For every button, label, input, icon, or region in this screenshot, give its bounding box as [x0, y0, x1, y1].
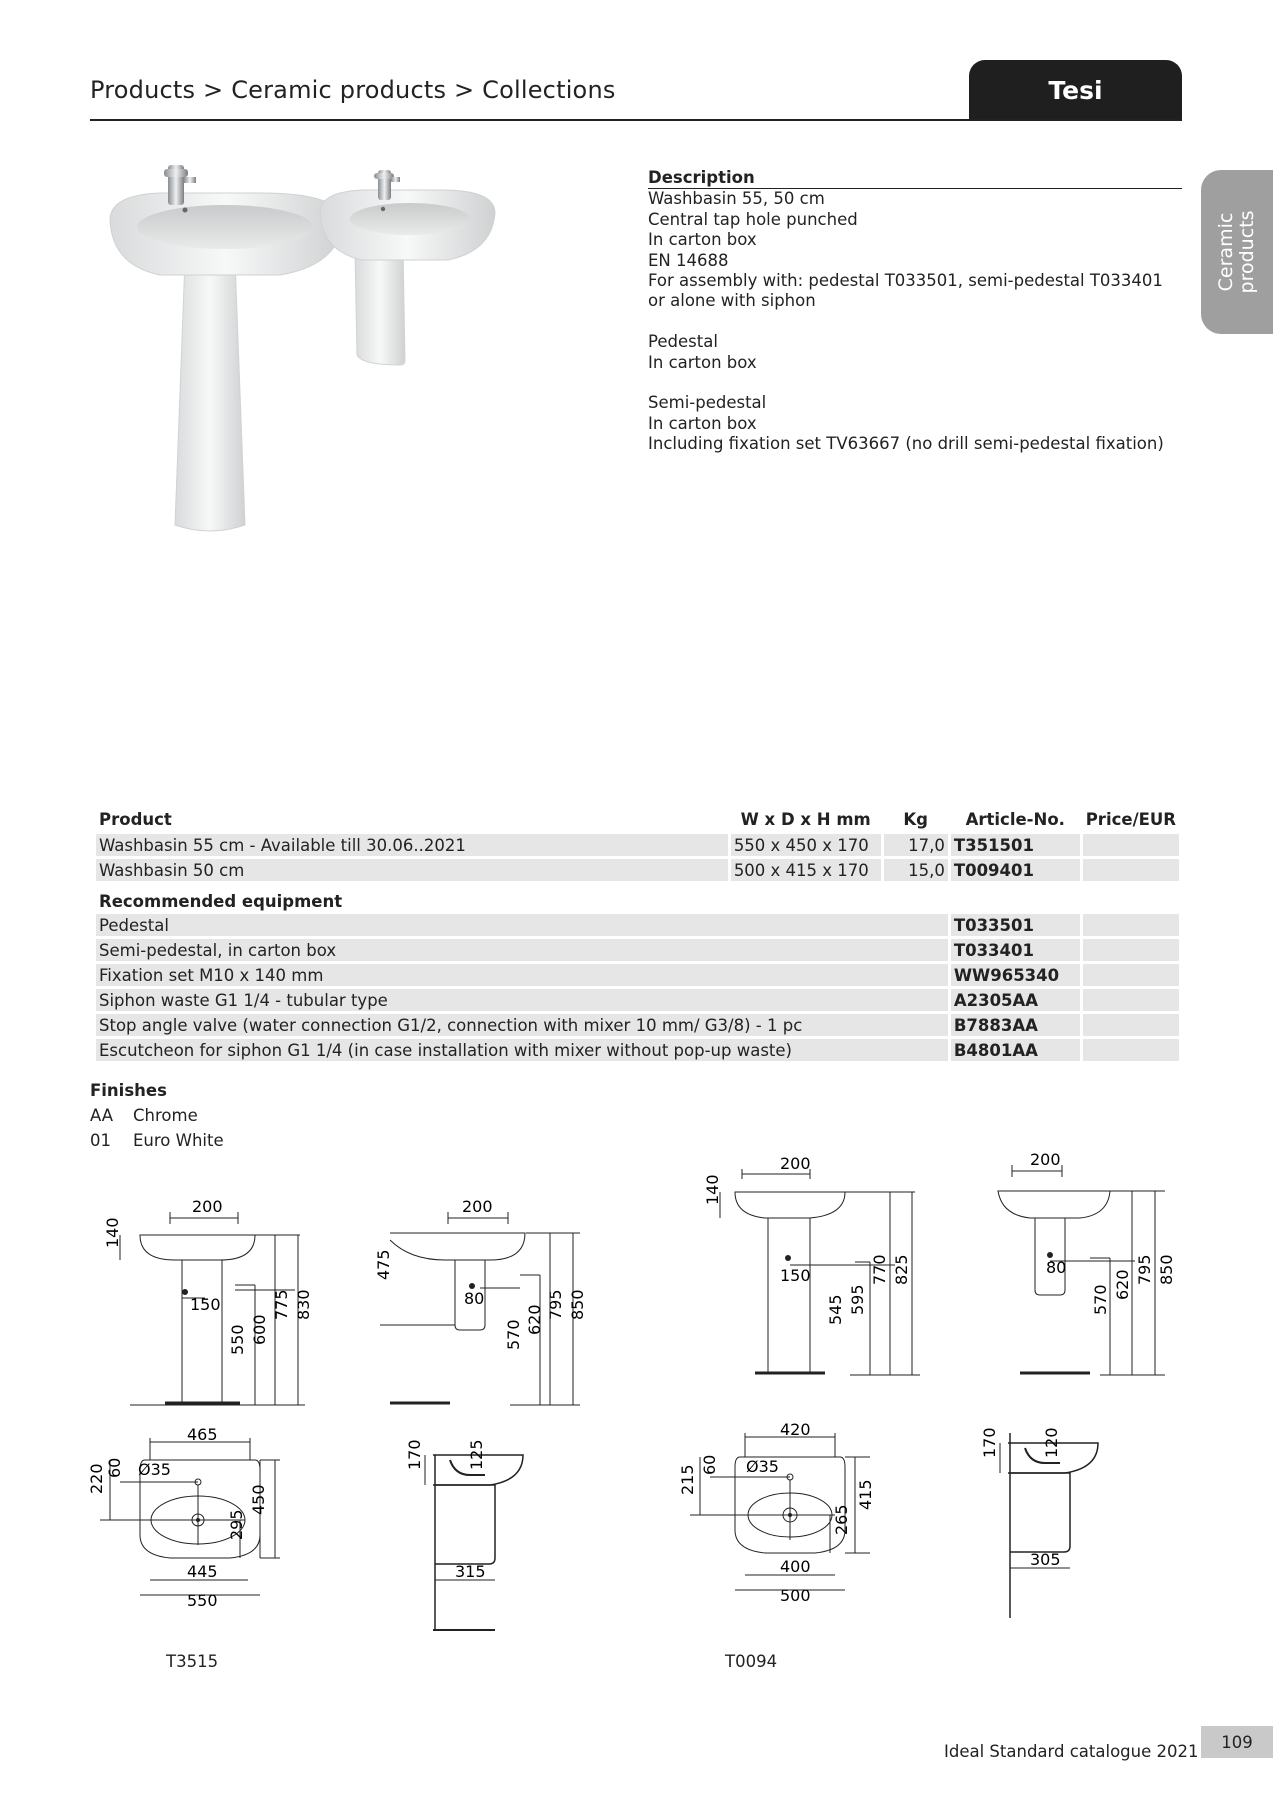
dim-h2: 620 — [525, 1304, 544, 1335]
table-row — [96, 1039, 1179, 1061]
equipment-name: Pedestal — [96, 914, 948, 936]
product-article: T351501 — [951, 834, 1080, 856]
equipment-article: B7883AA — [951, 1014, 1080, 1036]
table-row — [96, 939, 1179, 961]
dim-h2: 595 — [848, 1284, 867, 1315]
washbasin-description — [648, 189, 1182, 311]
dim-width: 200 — [192, 1197, 223, 1216]
desc-line: Including fixation set TV63667 (no drill semi-pedestal fixation) — [648, 434, 1164, 454]
table-row — [96, 859, 1179, 881]
dim-h4: 850 — [1157, 1254, 1176, 1285]
dim-top: 465 — [187, 1425, 218, 1444]
product-photo — [100, 165, 580, 545]
dim-depth: 140 — [103, 1217, 122, 1248]
dim-h1: 545 — [826, 1294, 845, 1325]
model-code-t3515: T3515 — [166, 1652, 219, 1671]
finish-code: AA — [90, 1106, 114, 1125]
description-title: Description — [648, 168, 1182, 189]
dim-d3: 295 — [227, 1509, 246, 1540]
dim-h4: 825 — [892, 1254, 911, 1285]
dim-width: 200 — [1030, 1150, 1061, 1169]
side-tab-label-line1: Ceramic — [1215, 212, 1237, 292]
header-divider — [90, 119, 1182, 121]
finish-item — [90, 1103, 224, 1128]
dim-total: 550 — [187, 1591, 218, 1610]
equipment-price — [1083, 939, 1179, 961]
dim-h3: 795 — [546, 1289, 565, 1320]
drawing-t0094-side — [980, 1428, 1130, 1628]
side-tab-label-line2: products — [1236, 210, 1258, 294]
finish-item — [90, 1128, 224, 1153]
dim-width: 200 — [462, 1197, 493, 1216]
product-dims: 550 x 450 x 170 — [731, 834, 881, 856]
dim-height: 170 — [405, 1439, 424, 1470]
dim-h4: 850 — [568, 1289, 587, 1320]
drawing-t3515-plan — [87, 1425, 310, 1615]
col-dims: W x D x H mm — [740, 809, 871, 829]
desc-line: In carton box — [648, 230, 757, 250]
table-row — [96, 914, 1179, 936]
product-dims: 500 x 415 x 170 — [731, 859, 881, 881]
table-row — [96, 1014, 1179, 1036]
product-kg: 15,0 — [884, 859, 948, 881]
dim-offset: 150 — [190, 1295, 221, 1314]
drawing-t3515-pedestal — [100, 1197, 330, 1415]
dim-height: 170 — [980, 1427, 999, 1458]
col-price: Price/EUR — [1085, 809, 1176, 829]
drawing-t0094-plan — [678, 1420, 905, 1610]
equipment-article: T033401 — [951, 939, 1080, 961]
dim-height-2: 125 — [467, 1439, 486, 1470]
semi-pedestal-description — [648, 393, 1182, 454]
equipment-article: WW965340 — [951, 964, 1080, 986]
dim-h3: 775 — [272, 1289, 291, 1320]
product-article: T009401 — [951, 859, 1080, 881]
table-row — [96, 834, 1179, 856]
equipment-article: A2305AA — [951, 989, 1080, 1011]
dim-offset: 150 — [780, 1266, 811, 1285]
desc-line: In carton box — [648, 413, 757, 433]
finish-code: 01 — [90, 1131, 111, 1150]
desc-line: Washbasin 55, 50 cm — [648, 189, 825, 209]
finish-name: Chrome — [133, 1106, 198, 1125]
finish-name: Euro White — [133, 1131, 224, 1150]
dim-depth: 140 — [703, 1174, 722, 1205]
product-table — [93, 804, 1182, 1064]
dim-h2: 600 — [250, 1314, 269, 1345]
col-product: Product — [99, 809, 172, 829]
dim-d2: 220 — [87, 1463, 106, 1494]
equipment-article: B4801AA — [951, 1039, 1080, 1061]
dim-hole: Ø35 — [138, 1460, 171, 1479]
dim-d1: 60 — [700, 1454, 719, 1475]
equipment-price — [1083, 989, 1179, 1011]
desc-line: For assembly with: pedestal T033501, semi-pedestal T033401 or alone with siphon — [648, 271, 1163, 311]
table-row — [96, 964, 1179, 986]
dim-h1: 570 — [1091, 1284, 1110, 1315]
dim-h4: 830 — [294, 1289, 313, 1320]
equipment-name: Fixation set M10 x 140 mm — [96, 964, 948, 986]
recommended-section-row — [96, 884, 1179, 911]
desc-line: Semi-pedestal — [648, 393, 767, 413]
description-panel — [648, 168, 1182, 475]
washbasin-pedestal-photo — [110, 165, 343, 531]
collection-tab: Tesi — [969, 60, 1182, 120]
drawing-t3515-semi-pedestal — [374, 1197, 600, 1415]
dim-depth: 305 — [1030, 1550, 1061, 1569]
col-article: Article-No. — [965, 809, 1065, 829]
dim-h1: 550 — [228, 1324, 247, 1355]
equipment-price — [1083, 914, 1179, 936]
model-code-t0094: T0094 — [725, 1652, 778, 1671]
dim-depth: 475 — [374, 1249, 393, 1280]
desc-line: EN 14688 — [648, 250, 729, 270]
drawing-t0094-pedestal — [700, 1155, 940, 1390]
product-price — [1083, 859, 1179, 881]
equipment-name: Stop angle valve (water connection G1/2, connection with mixer 10 mm/ G3/8) - 1 pc — [96, 1014, 948, 1036]
dim-top: 420 — [780, 1420, 811, 1439]
desc-line: Pedestal — [648, 332, 718, 352]
recommended-title: Recommended equipment — [99, 892, 343, 911]
dim-offset: 80 — [1046, 1258, 1067, 1277]
dim-bowl: 400 — [780, 1557, 811, 1576]
dim-d4: 450 — [249, 1484, 268, 1515]
equipment-name: Siphon waste G1 1/4 - tubular type — [96, 989, 948, 1011]
table-header-row — [96, 807, 1179, 831]
dim-hole: Ø35 — [746, 1457, 779, 1476]
desc-line: Central tap hole punched — [648, 209, 858, 229]
product-price — [1083, 834, 1179, 856]
footer-catalogue: Ideal Standard catalogue 2021 — [944, 1742, 1199, 1761]
finishes-title: Finishes — [90, 1081, 167, 1100]
dim-h2: 620 — [1113, 1269, 1132, 1300]
desc-line: In carton box — [648, 352, 757, 372]
drawing-t3515-side — [395, 1440, 545, 1640]
dim-h3: 770 — [870, 1254, 889, 1285]
equipment-name: Escutcheon for siphon G1 1/4 (in case installation with mixer without pop-up waste) — [96, 1039, 948, 1061]
product-kg: 17,0 — [884, 834, 948, 856]
dim-bowl: 445 — [187, 1562, 218, 1581]
page-number: 109 — [1201, 1726, 1273, 1758]
col-kg: Kg — [903, 809, 928, 829]
product-name: Washbasin 55 cm - Available till 30.06..2021 — [96, 834, 728, 856]
equipment-name: Semi-pedestal, in carton box — [96, 939, 948, 961]
breadcrumb: Products > Ceramic products > Collections — [90, 76, 616, 104]
washbasin-semi-pedestal-photo — [320, 170, 495, 365]
dim-total: 500 — [780, 1586, 811, 1605]
equipment-price — [1083, 964, 1179, 986]
dim-d4: 415 — [856, 1479, 875, 1510]
dim-h1: 570 — [504, 1319, 523, 1350]
dim-depth: 315 — [455, 1562, 486, 1581]
dim-offset: 80 — [464, 1289, 485, 1308]
dim-d3: 265 — [832, 1504, 851, 1535]
dim-d1: 60 — [105, 1457, 124, 1478]
equipment-article: T033501 — [951, 914, 1080, 936]
finishes-list — [90, 1078, 224, 1153]
drawing-t0094-semi-pedestal — [990, 1150, 1190, 1390]
product-name: Washbasin 50 cm — [96, 859, 728, 881]
side-tab-label — [1216, 211, 1258, 294]
dim-h3: 795 — [1135, 1254, 1154, 1285]
section-side-tab — [1201, 170, 1273, 334]
dim-height-2: 120 — [1042, 1427, 1061, 1458]
table-row — [96, 989, 1179, 1011]
equipment-price — [1083, 1039, 1179, 1061]
equipment-price — [1083, 1014, 1179, 1036]
dim-width: 200 — [780, 1154, 811, 1173]
dim-d2: 215 — [678, 1464, 697, 1495]
pedestal-description — [648, 332, 1182, 373]
